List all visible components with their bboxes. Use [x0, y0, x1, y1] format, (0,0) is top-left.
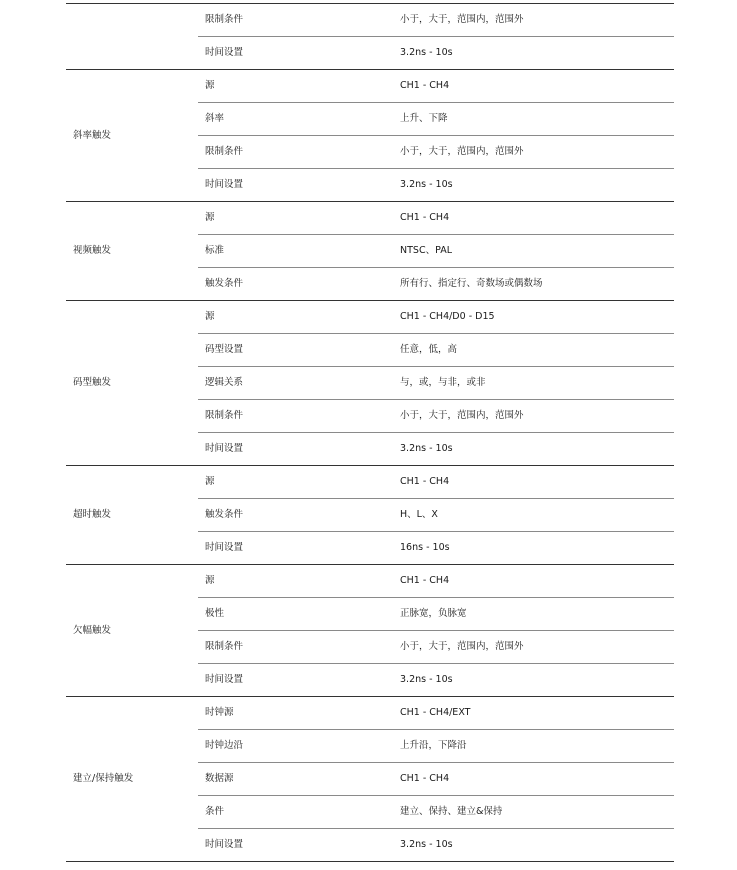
value-cell: 小于，大于，范围内，范围外: [394, 136, 674, 169]
trigger-spec-table: [66, 4, 674, 862]
value-cell: CH1 - CH4: [394, 70, 674, 103]
value-cell: 3.2ns - 10s: [394, 169, 674, 202]
parameter-cell: 时间设置: [198, 664, 394, 697]
parameter-cell: 源: [198, 202, 394, 235]
parameter-cell: 码型设置: [198, 334, 394, 367]
trigger-type-cell: 欠幅触发: [66, 565, 198, 697]
value-cell: 任意，低，高: [394, 334, 674, 367]
value-cell: CH1 - CH4: [394, 202, 674, 235]
trigger-type-cell: 建立/保持触发: [66, 697, 198, 862]
value-cell: H、L、X: [394, 499, 674, 532]
parameter-cell: 极性: [198, 598, 394, 631]
table-row: [66, 697, 674, 730]
spec-table-body: [66, 4, 674, 862]
value-cell: 小于，大于，范围内，范围外: [394, 4, 674, 37]
value-cell: 建立、保持、建立&保持: [394, 796, 674, 829]
trigger-type-cell: 超时触发: [66, 466, 198, 565]
parameter-cell: 斜率: [198, 103, 394, 136]
value-cell: 上升、下降: [394, 103, 674, 136]
trigger-type-cell: [66, 4, 198, 70]
trigger-type-cell: 码型触发: [66, 301, 198, 466]
parameter-cell: 时间设置: [198, 37, 394, 70]
value-cell: 小于，大于，范围内，范围外: [394, 400, 674, 433]
parameter-cell: 逻辑关系: [198, 367, 394, 400]
parameter-cell: 限制条件: [198, 631, 394, 664]
table-row: [66, 4, 674, 37]
value-cell: 上升沿，下降沿: [394, 730, 674, 763]
table-row: [66, 565, 674, 598]
parameter-cell: 标准: [198, 235, 394, 268]
parameter-cell: 限制条件: [198, 136, 394, 169]
table-row: [66, 202, 674, 235]
parameter-cell: 数据源: [198, 763, 394, 796]
value-cell: 3.2ns - 10s: [394, 37, 674, 70]
trigger-type-cell: 视频触发: [66, 202, 198, 301]
value-cell: 正脉宽，负脉宽: [394, 598, 674, 631]
value-cell: 小于，大于，范围内，范围外: [394, 631, 674, 664]
parameter-cell: 源: [198, 70, 394, 103]
value-cell: 3.2ns - 10s: [394, 664, 674, 697]
value-cell: CH1 - CH4/EXT: [394, 697, 674, 730]
parameter-cell: 时间设置: [198, 169, 394, 202]
value-cell: 所有行、指定行、奇数场或偶数场: [394, 268, 674, 301]
value-cell: 3.2ns - 10s: [394, 433, 674, 466]
value-cell: CH1 - CH4: [394, 466, 674, 499]
trigger-type-cell: 斜率触发: [66, 70, 198, 202]
parameter-cell: 时间设置: [198, 829, 394, 862]
value-cell: CH1 - CH4: [394, 565, 674, 598]
parameter-cell: 时钟源: [198, 697, 394, 730]
parameter-cell: 源: [198, 466, 394, 499]
parameter-cell: 时间设置: [198, 532, 394, 565]
table-row: [66, 70, 674, 103]
table-row: [66, 466, 674, 499]
value-cell: 与，或，与非，或非: [394, 367, 674, 400]
value-cell: NTSC、PAL: [394, 235, 674, 268]
parameter-cell: 限制条件: [198, 400, 394, 433]
parameter-cell: 时间设置: [198, 433, 394, 466]
parameter-cell: 限制条件: [198, 4, 394, 37]
parameter-cell: 时钟边沿: [198, 730, 394, 763]
parameter-cell: 源: [198, 301, 394, 334]
table-row: [66, 301, 674, 334]
parameter-cell: 条件: [198, 796, 394, 829]
value-cell: CH1 - CH4: [394, 763, 674, 796]
parameter-cell: 源: [198, 565, 394, 598]
value-cell: 16ns - 10s: [394, 532, 674, 565]
value-cell: CH1 - CH4/D0 - D15: [394, 301, 674, 334]
value-cell: 3.2ns - 10s: [394, 829, 674, 862]
parameter-cell: 触发条件: [198, 499, 394, 532]
parameter-cell: 触发条件: [198, 268, 394, 301]
